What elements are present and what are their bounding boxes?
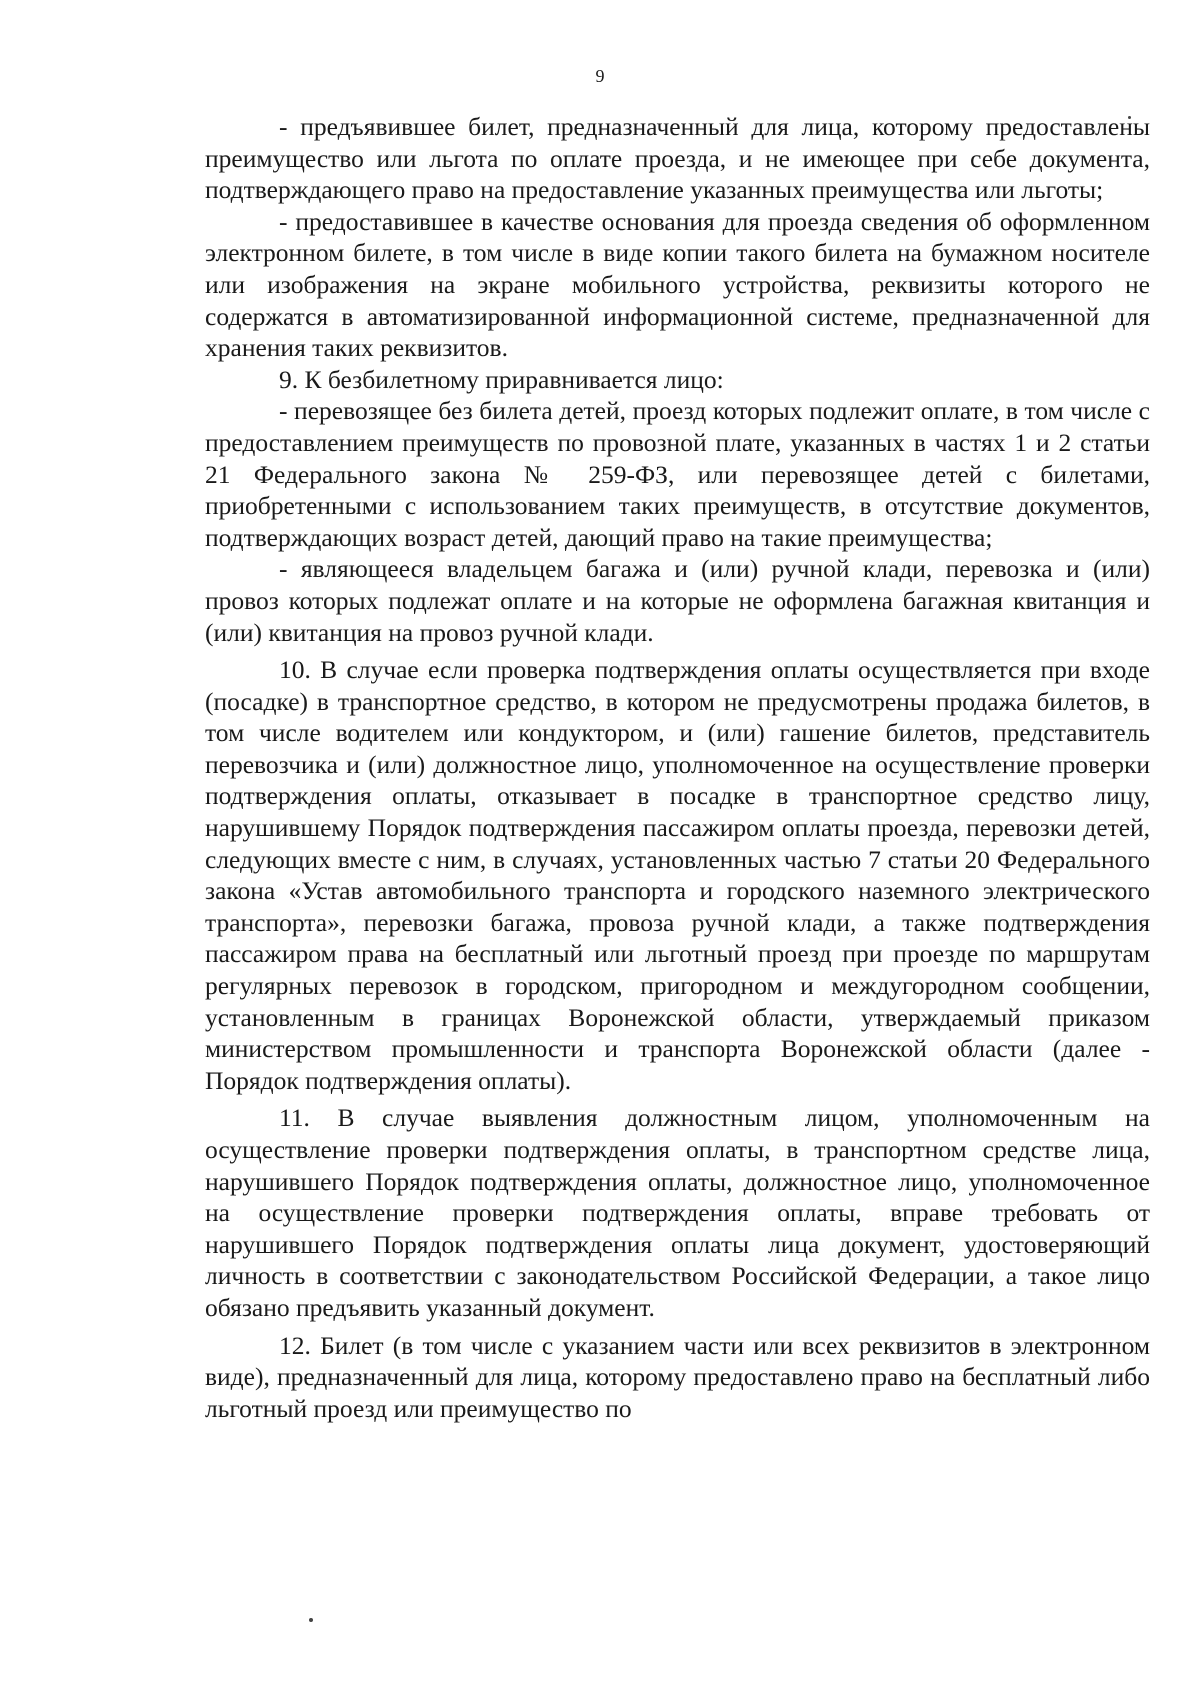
paragraph-clause-12: 12. Билет (в том числе с указанием части или всех реквизитов в электронном виде), предназначенный для лица, которому предоставлено право на бесплатный либо льготный проезд или преимущество по <box>205 1330 1150 1423</box>
paragraph-clause-11: 11. В случае выявления должностным лицом, уполномоченным на осуществление проверки подтверждения оплаты, в транспортном средстве лица, нарушившего Порядок подтверждения оплаты, должностное лицо, уполномоченное на осуществление проверки подтверждения оплаты, вправе требовать от нарушившего Порядок подтверждения оплаты лица документ, удостоверяющий личность в соответствии с законодательством Российской Федерации, а такое лицо обязано предъявить указанный документ. <box>205 1103 1150 1322</box>
paragraph-list-item-ticket-preference: - предъявившее билет, предназначенный для лица, которому предоставлены преимущество или льгота по оплате проезда, и не имеющее при себе документа, подтверждающего право на предоставление указанных преимущества или льготы; <box>205 112 1150 205</box>
paragraph-list-item-children: - перевозящее без билета детей, проезд которых подлежит оплате, в том числе с предоставлением преимуществ по провозной плате, указанных в частях 1 и 2 статьи 21 Федерального закона № 259-ФЗ, или перевозящее детей с билетами, приобретенными с использованием таких преимуществ, в отсутствие документов, подтверждающих возраст детей, дающий право на такие преимущества; <box>205 396 1150 552</box>
page-number: 9 <box>595 66 605 86</box>
paragraph-list-item-electronic-ticket: - предоставившее в качестве основания для проезда сведения об оформленном электронном билете, в том числе в виде копии такого билета на бумажном носителе или изображения на экране мобильного устройства, реквизиты которого не содержатся в автоматизированной информационной системе, предназначенной для хранения таких реквизитов. <box>205 206 1150 363</box>
paragraph-clause-9: 9. К безбилетному приравнивается лицо: <box>279 364 724 394</box>
document-body <box>205 111 1150 1424</box>
paragraph-list-item-baggage: - являющееся владельцем багажа и (или) ручной клади, перевозка и (или) провоз которых подлежат оплате и на которые не оформлена багажная квитанция и (или) квитанция на провоз ручной клади. <box>205 554 1150 647</box>
paragraph-clause-10: 10. В случае если проверка подтверждения оплаты осуществляется при входе (посадке) в транспортное средство, в котором не предусмотрены продажа билетов, в том числе водителем или кондуктором, и (или) гашение билетов, представитель перевозчика и (или) должностное лицо, уполномоченное на осуществление проверки подтверждения оплаты, отказывает в посадке в транспортное средство лицу, нарушившему Порядок подтверждения пассажиром оплаты проезда, перевозки детей, следующих вместе с ним, в случаях, установленных частью 7 статьи 20 Федерального закона «Устав автомобильного транспорта и городского наземного электрического транспорта», перевозки багажа, провоза ручной клади, а также подтверждения пассажиром права на бесплатный или льготный проезд при проезде по маршрутам регулярных перевозок в городском, пригородном и междугородном сообщении, установленным в границах Воронежской области, утверждаемый приказом министерством промышленности и транспорта Воронежской области (далее - Порядок подтверждения оплаты). <box>205 655 1150 1095</box>
scan-speck <box>309 1618 313 1622</box>
